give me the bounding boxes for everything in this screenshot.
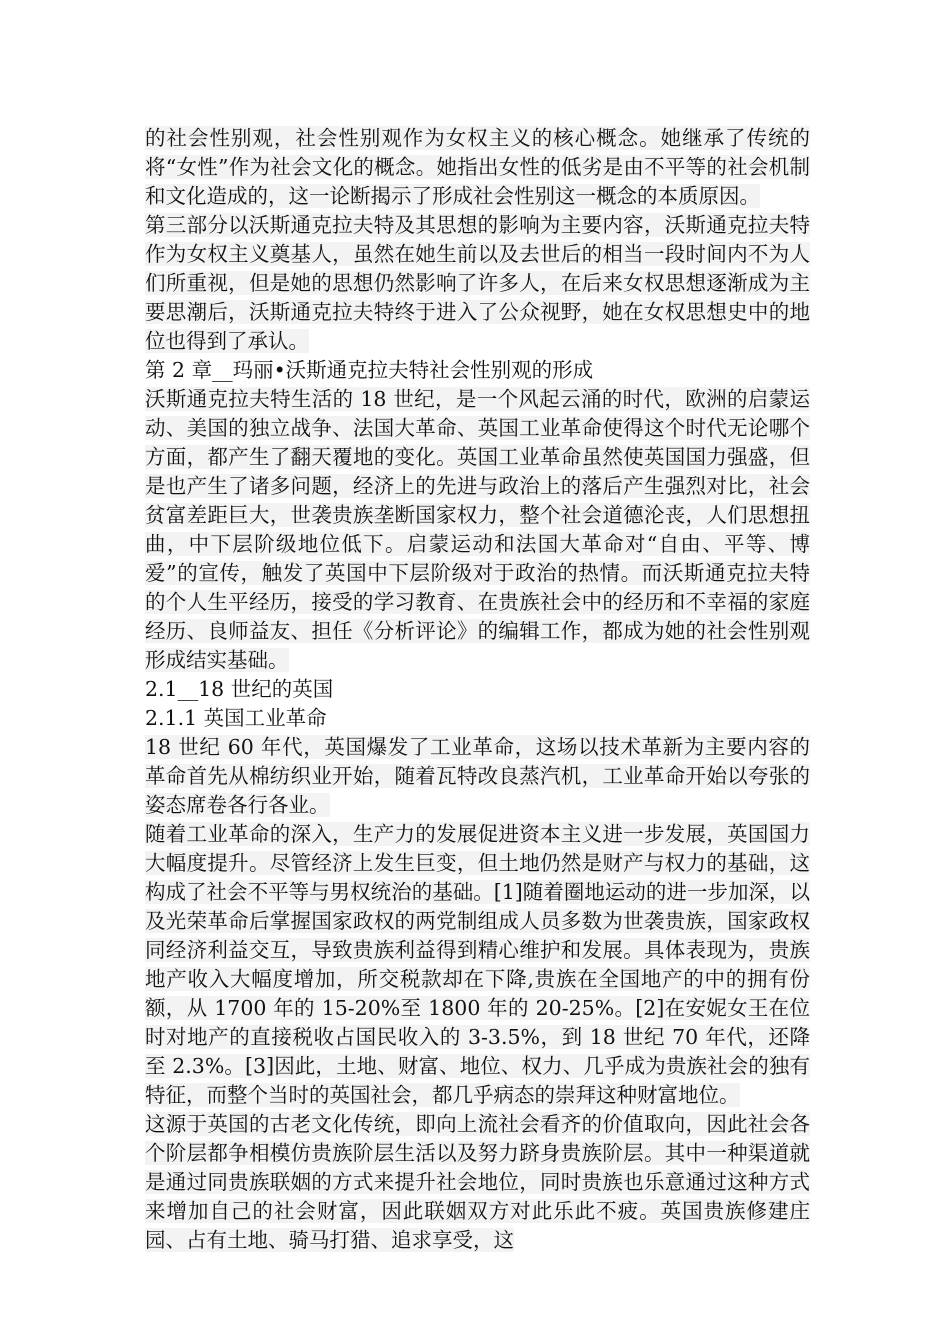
paragraph-text: 第三部分以沃斯通克拉夫特及其思想的影响为主要内容，沃斯通克拉夫特作为女权主义奠基人，虽然在她生前以及去世后的相当一段时间内不为人们所重视，但是她的思想仍然影响了许多人，在后来女权思想逐渐成为主要思潮后，沃斯通克拉夫特终于进入了公众视野，她在女权思想史中的地位也得到了承认。 [145, 213, 810, 353]
section-2-1-heading: 2.1__18 世纪的英国 [145, 677, 334, 701]
paragraph-chapter-2-intro [145, 385, 810, 675]
paragraph-part-three [145, 211, 810, 356]
paragraph-cultural-tradition [145, 1110, 810, 1255]
document-body [145, 124, 810, 1255]
paragraph-text: 沃斯通克拉夫特生活的 18 世纪，是一个风起云涌的时代，欧洲的启蒙运动、美国的独立战争、法国大革命、英国工业革命使得这个时代无论哪个方面，都产生了翻天覆地的变化。英国工业革命虽然使英国国力强盛，但是也产生了诸多问题，经济上的先进与政治上的落后产生强烈对比，社会贫富差距巨大，世袭贵族垄断国家权力，整个社会道德沦丧，人们思想扭曲，中下层阶级地位低下。启蒙运动和法国大革命对“自由、平等、博爱”的宣传，触发了英国中下层阶级对于政治的热情。而沃斯通克拉夫特的个人生平经历，接受的学习教育、在贵族社会中的经历和不幸福的家庭经历、良师益友、担任《分析评论》的编辑工作，都成为她的社会性别观形成结实基础。 [145, 387, 810, 672]
section-2-1-1-heading: 2.1.1 英国工业革命 [145, 706, 327, 730]
paragraph-land-and-power [145, 820, 810, 1110]
paragraph-intro-concept [145, 124, 810, 211]
paragraph-text: 随着工业革命的深入，生产力的发展促进资本主义进一步发展，英国国力大幅度提升。尽管经济上发生巨变，但土地仍然是财产与权力的基础，这构成了社会不平等与男权统治的基础。[1]随着圈地运动的进一步加深，以及光荣革命后掌握国家政权的两党制组成人员多数为世袭贵族，国家政权同经济利益交互，导致贵族利益得到精心维护和发展。具体表现为，贵族地产收入大幅度增加，所交税款却在下降,贵族在全国地产的中的拥有份额，从 1700 年的 15-20%至 1800 年的 20-25%。[2]在安妮女王在位时对地产的直接税收占国民收入的 3-3.5%，到 18 世纪 70 年代，还降至 2.3%。[3]因此，土地、财富、地位、权力、几乎成为贵族社会的独有特征，而整个当时的英国社会，都几乎病态的崇拜这种财富地位。 [145, 822, 810, 1107]
paragraph-text: 18 世纪 60 年代，英国爆发了工业革命，这场以技术革新为主要内容的革命首先从棉纺织业开始，随着瓦特改良蒸汽机，工业革命开始以夸张的姿态席卷各行各业。 [145, 735, 810, 817]
paragraph-industrial-revolution [145, 733, 810, 820]
paragraph-text: 的社会性别观，社会性别观作为女权主义的核心概念。她继承了传统的将“女性”作为社会文化的概念。她指出女性的低劣是由不平等的社会机制和文化造成的，这一论断揭示了形成社会性别这一概念的本质原因。 [145, 126, 810, 208]
chapter-2-heading: 第 2 章__玛丽•沃斯通克拉夫特社会性别观的形成 [145, 358, 594, 382]
paragraph-text: 这源于英国的古老文化传统，即向上流社会看齐的价值取向，因此社会各个阶层都争相模仿贵族阶层生活以及努力跻身贵族阶层。其中一种渠道就是通过同贵族联姻的方式来提升社会地位，同时贵族也乐意通过这种方式来增加自己的社会财富，因此联姻双方对此乐此不疲。英国贵族修建庄园、占有土地、骑马打猎、追求享受，这 [145, 1112, 810, 1252]
